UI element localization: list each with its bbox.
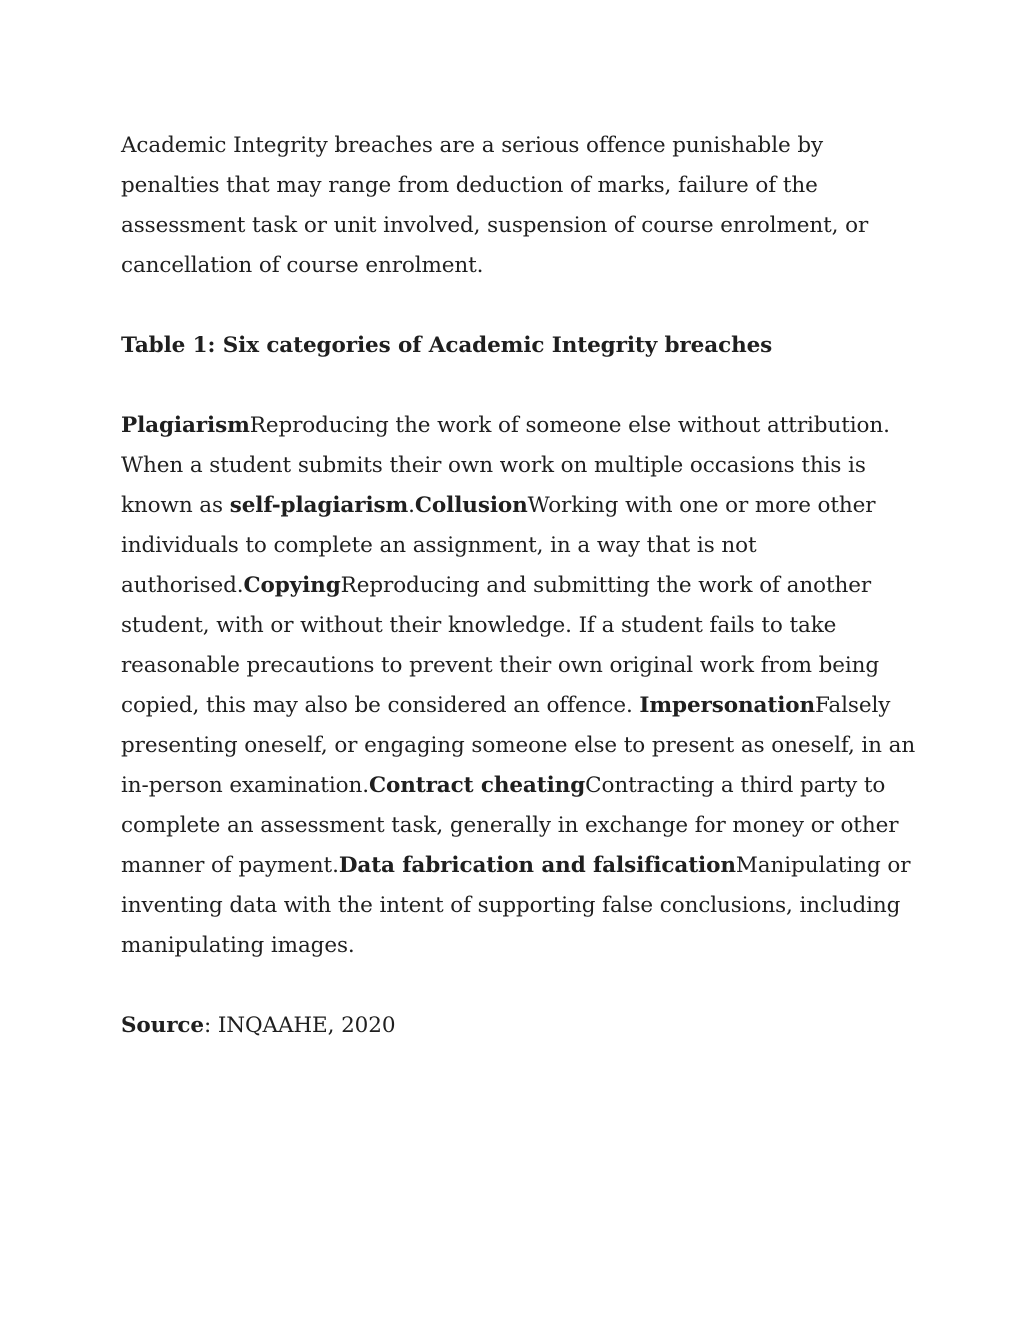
term-data-fabrication: Data fabrication and falsification: [338, 853, 736, 878]
table-title: Table 1: Six categories of Academic Integrity breaches: [121, 333, 773, 358]
source-label: Source: [121, 1013, 204, 1038]
definition-collusion: Working with one or more other individuals to complete an assignment, in a way that is not authorised.: [121, 493, 876, 598]
definition-contract-cheating: Contracting a third party to complete an assessment task, generally in exchange for money or other manner of payment.: [121, 773, 899, 878]
definition-plagiarism-end: .: [408, 493, 415, 518]
term-impersonation: Impersonation: [639, 693, 816, 718]
term-copying: Copying: [243, 573, 341, 598]
source-separator: :: [204, 1013, 218, 1038]
breach-categories-paragraph: [121, 406, 916, 966]
document-page: [121, 126, 916, 1046]
term-collusion: Collusion: [414, 493, 528, 518]
source-value: INQAAHE, 2020: [217, 1013, 396, 1038]
term-plagiarism: Plagiarism: [121, 413, 250, 438]
source-line: [121, 1006, 916, 1046]
intro-paragraph: Academic Integrity breaches are a serious offence punishable by penalties that may range from deduction of marks, failure of the assessment task or unit involved, suspension of course enrolment, or cancellation of course enrolment.: [121, 133, 869, 278]
term-contract-cheating: Contract cheating: [368, 773, 586, 798]
definition-data-fabrication: Manipulating or inventing data with the intent of supporting false conclusions, including manipulating images.: [121, 853, 911, 958]
definition-plagiarism: Reproducing the work of someone else without attribution. When a student submits their own work on multiple occasions this is known as: [121, 413, 890, 518]
definition-copying: Reproducing and submitting the work of another student, with or without their knowledge. If a student fails to take reasonable precautions to prevent their own original work from being copied, this may also be considered an offence.: [121, 573, 880, 718]
term-self-plagiarism: self-plagiarism: [229, 493, 409, 518]
definition-impersonation: Falsely presenting oneself, or engaging someone else to present as oneself, in an in-person examination.: [121, 693, 916, 798]
